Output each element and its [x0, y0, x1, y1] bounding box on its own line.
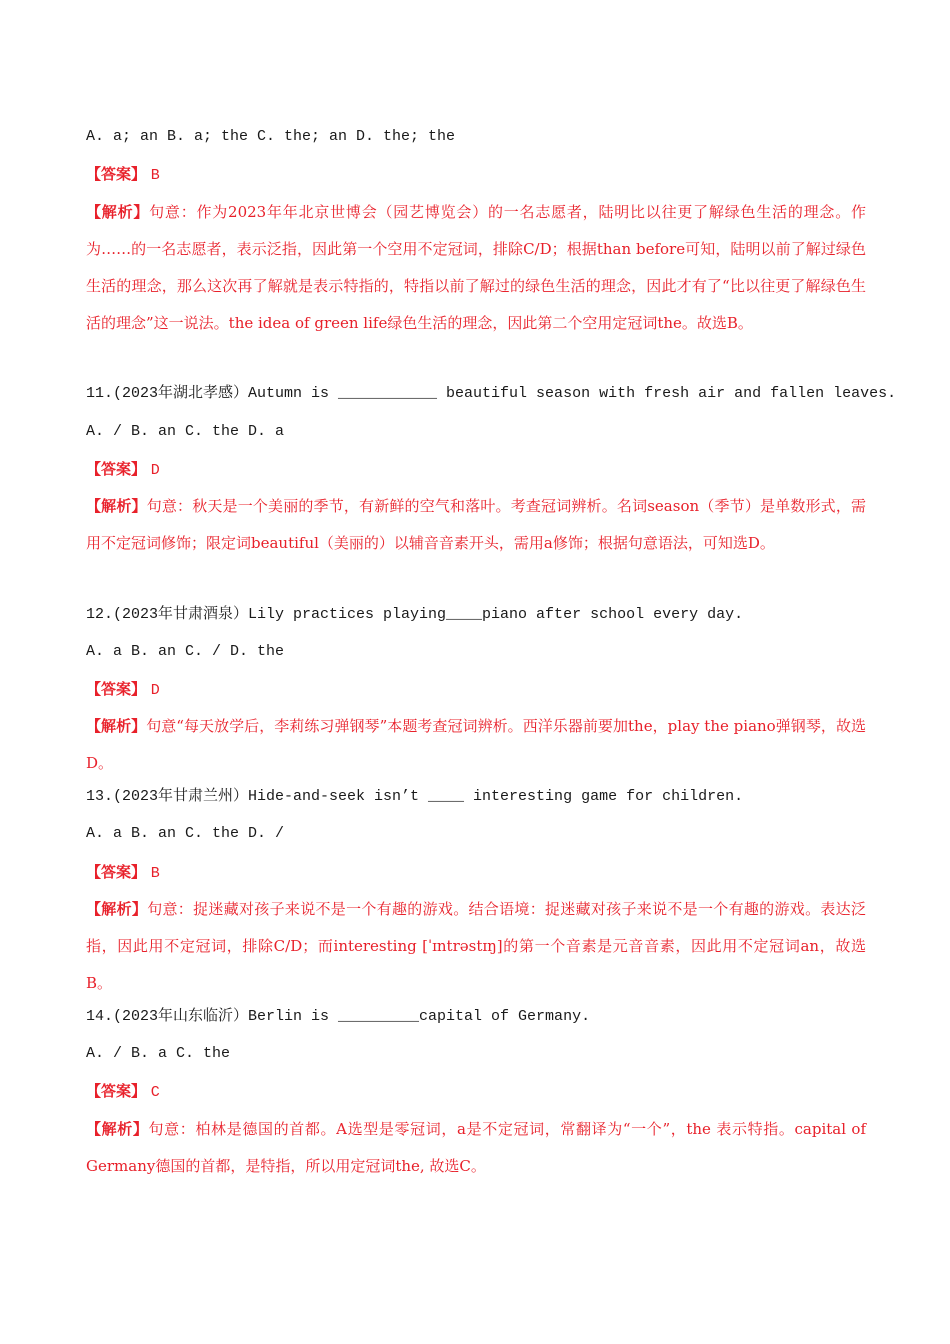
q13-options: A. a B. an C. the D. /	[86, 825, 285, 842]
q14-stem: 14.(2023年山东临沂）Berlin is _________capital of Germany.	[86, 1008, 591, 1025]
analysis-tag: 【解析】	[86, 1120, 149, 1138]
analysis-text: 句意：作为2023年年北京世博会（园艺博览会）的一名志愿者，陆明比以往更了解绿色生活的理念。作为……的一名志愿者，表示泛指，因此第一个空用不定冠词，排除C/D；根据than before可知，陆明以前了解过绿色生活的理念，那么这次再了解就是表示特指的，特指以前了解过的绿色生活的理念，因此才有了“比以往更了解绿色生活的理念”这一说法。the idea of green life绿色生活的理念，因此第二个空用定冠词the。故选B。	[86, 203, 866, 332]
answer-tag: 【答案】	[86, 165, 147, 183]
answer-tag: 【答案】	[86, 1082, 147, 1100]
q13-answer	[86, 861, 160, 885]
answer-value: B	[150, 865, 160, 882]
answer-value: D	[150, 682, 160, 699]
q10-options: A. a; an B. a; the C. the; an D. the; the	[86, 128, 456, 145]
answer-value: B	[150, 167, 160, 184]
q10-analysis	[86, 194, 866, 342]
analysis-text: 句意“每天放学后，李莉练习弹钢琴”本题考查冠词辨析。西洋乐器前要加the，play the piano弹钢琴，故选D。	[86, 717, 866, 772]
analysis-tag: 【解析】	[86, 203, 150, 221]
q10-answer	[86, 163, 160, 187]
analysis-tag: 【解析】	[86, 497, 147, 515]
answer-tag: 【答案】	[86, 863, 147, 881]
q11-options: A. / B. an C. the D. a	[86, 423, 285, 440]
q11-analysis	[86, 488, 866, 562]
q14-options: A. / B. a C. the	[86, 1045, 231, 1062]
answer-tag: 【答案】	[86, 460, 147, 478]
q12-analysis	[86, 708, 866, 782]
analysis-text: 句意：柏林是德国的首都。A选型是零冠词，a是不定冠词，常翻译为“一个”，the 表示特指。capital of Germany德国的首都，是特指，所以用定冠词the, 故选C。	[86, 1120, 866, 1175]
answer-value: D	[150, 462, 160, 479]
q12-options: A. a B. an C. / D. the	[86, 643, 285, 660]
analysis-tag: 【解析】	[86, 900, 148, 918]
q11-stem: 11.(2023年湖北孝感）Autumn is ___________ beautiful season with fresh air and fallen leaves.	[86, 385, 897, 402]
analysis-tag: 【解析】	[86, 717, 147, 735]
answer-tag: 【答案】	[86, 680, 147, 698]
q13-analysis	[86, 891, 866, 1002]
q14-analysis	[86, 1111, 866, 1185]
q12-stem: 12.(2023年甘肃酒泉）Lily practices playing____piano after school every day.	[86, 606, 744, 623]
analysis-text: 句意：秋天是一个美丽的季节，有新鲜的空气和落叶。考查冠词辨析。名词season（季节）是单数形式，需用不定冠词修饰；限定词beautiful（美丽的）以辅音音素开头，需用a修饰；根据句意语法，可知选D。	[86, 497, 866, 552]
q12-answer	[86, 678, 160, 702]
q13-stem: 13.(2023年甘肃兰州）Hide-and-seek isn’t ____ interesting game for children.	[86, 788, 744, 805]
answer-value: C	[150, 1084, 160, 1101]
q11-answer	[86, 458, 160, 482]
q14-answer	[86, 1080, 160, 1104]
analysis-text: 句意：捉迷藏对孩子来说不是一个有趣的游戏。结合语境：捉迷藏对孩子来说不是一个有趣的游戏。表达泛指，因此用不定冠词，排除C/D；而interesting [ˈɪntrəstɪŋ]的第一个音素是元音音素，因此用不定冠词an，故选B。	[86, 900, 866, 992]
